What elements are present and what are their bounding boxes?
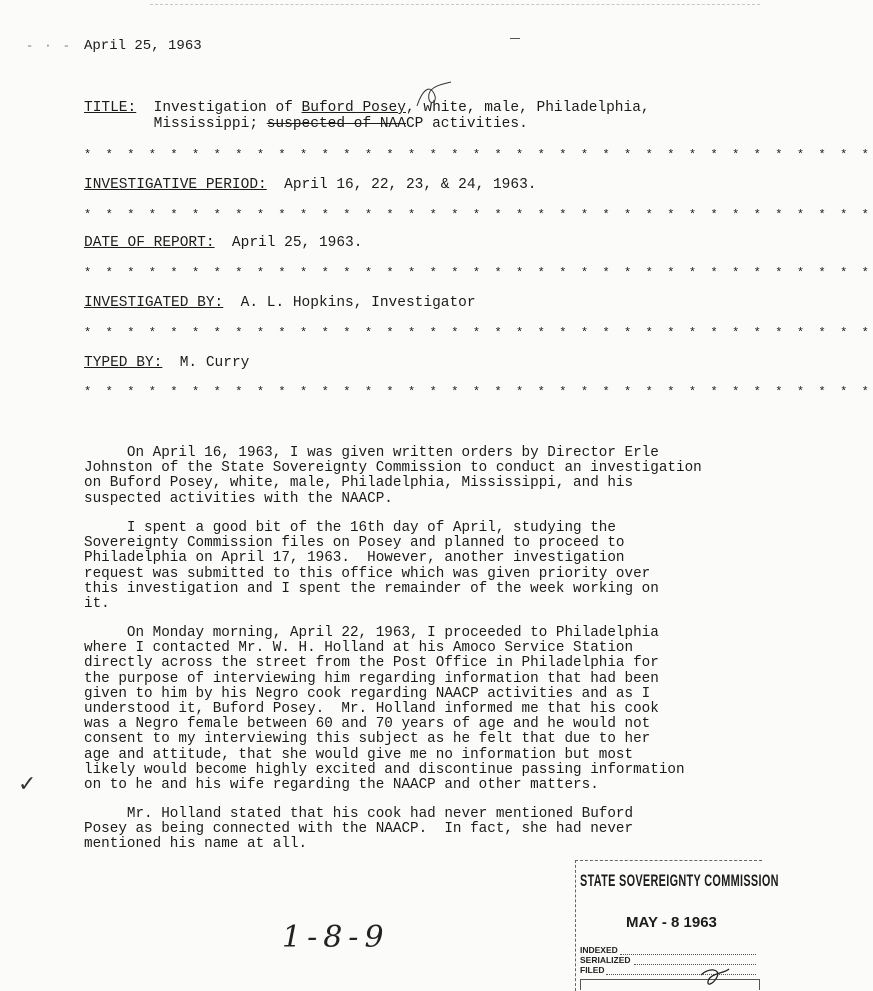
title-line2-pre: Mississippi;: [84, 116, 267, 132]
typed-by: [84, 355, 249, 371]
report-date-header: April 25, 1963: [84, 38, 202, 54]
date-of-report-value: April 25, 1963.: [214, 235, 363, 251]
investigated-by-label: INVESTIGATED BY:: [84, 295, 224, 311]
paragraph-4: Mr. Holland stated that his cook had never mentioned Buford Posey as being connected with the NAACP. In fact, she had never mentioned his name at all.: [84, 806, 634, 853]
subject-name: Buford Posey: [301, 100, 406, 116]
stamp-serialized: SERIALIZED: [580, 955, 631, 965]
investigative-period-value: April 16, 22, 23, & 24, 1963.: [266, 177, 537, 193]
stamp-title: STATE SOVEREIGNTY COMMISSION: [580, 871, 779, 890]
paragraph-3: On Monday morning, April 22, 1963, I proceeded to Philadelphia where I contacted Mr. W. H. Holland at his Amoco Service Station directly across the street from the Post Office in Philadelphia for the purpose of interviewing him regarding information that had been given to him by his Negro cook regarding NAACP activities and as I understood it, Buford Posey. Mr. Holland informed me that his cook was a Negro female between 60 and 70 years of age and he would not consent to my interviewing this subject as he felt that due to her age and attitude, that she would give me no information but most likely would become highly excited and discontinue passing information on to he and his wife regarding the NAACP and other matters.: [84, 625, 685, 794]
title-line1-pre: Investigation of: [136, 100, 302, 116]
page-edge-line: [150, 4, 760, 5]
stamp-date: MAY - 8 1963: [626, 914, 717, 931]
star-separator: * * * * * * * * * * * * * * * * * * * * * * * * * * * * * * * * * * * * *: [84, 148, 873, 162]
date-of-report: [84, 235, 362, 251]
investigated-by-value: A. L. Hopkins, Investigator: [223, 295, 476, 311]
stamp-indexed-line: [620, 954, 756, 955]
title-line2-post: CP activities.: [405, 116, 528, 132]
typed-by-label: TYPED BY:: [84, 355, 163, 371]
handwritten-scribble: [413, 82, 453, 110]
star-separator: * * * * * * * * * * * * * * * * * * * * * * * * * * * * * * * * * * * * *: [84, 326, 873, 340]
investigative-period: [84, 177, 536, 193]
star-separator: * * * * * * * * * * * * * * * * * * * * * * * * * * * * * * * * * * * * *: [84, 266, 873, 280]
stamp-indexed: INDEXED: [580, 945, 618, 955]
title-label: TITLE:: [84, 100, 137, 116]
paragraph-1: On April 16, 1963, I was given written orders by Director Erle Johnston of the State Sovereignty Commission to conduct an investigation on Buford Posey, white, male, Philadelphia, Mississippi, and his suspected activities with the NAACP.: [84, 445, 702, 507]
title-line-2: [84, 116, 528, 132]
title-line-1: [84, 100, 650, 116]
investigated-by: [84, 295, 476, 311]
checkmark-icon: ✓: [18, 772, 37, 797]
date-of-report-label: DATE OF REPORT:: [84, 235, 215, 251]
title-line1-post: , white, male, Philadelphia,: [405, 100, 650, 116]
investigative-period-label: INVESTIGATIVE PERIOD:: [84, 177, 267, 193]
margin-marks: - · -: [26, 39, 73, 53]
handwritten-initial: [695, 965, 735, 991]
star-separator: * * * * * * * * * * * * * * * * * * * * * * * * * * * * * * * * * * * * *: [84, 385, 873, 399]
stray-mark: [510, 38, 520, 39]
title-strikethrough: suspected of NAA: [266, 116, 406, 132]
typed-by-value: M. Curry: [162, 355, 250, 371]
handwritten-file-number: 1-8-9: [282, 920, 390, 955]
paragraph-2: I spent a good bit of the 16th day of April, studying the Sovereignty Commission files on Posey and planned to proceed to Philadelphia on April 17, 1963. However, another investigation request was submitted to this office which was given priority over this investigation and I spent the remainder of the week working on it.: [84, 520, 659, 613]
star-separator: * * * * * * * * * * * * * * * * * * * * * * * * * * * * * * * * * * * * *: [84, 208, 873, 222]
stamp-filed: FILED: [580, 965, 605, 975]
